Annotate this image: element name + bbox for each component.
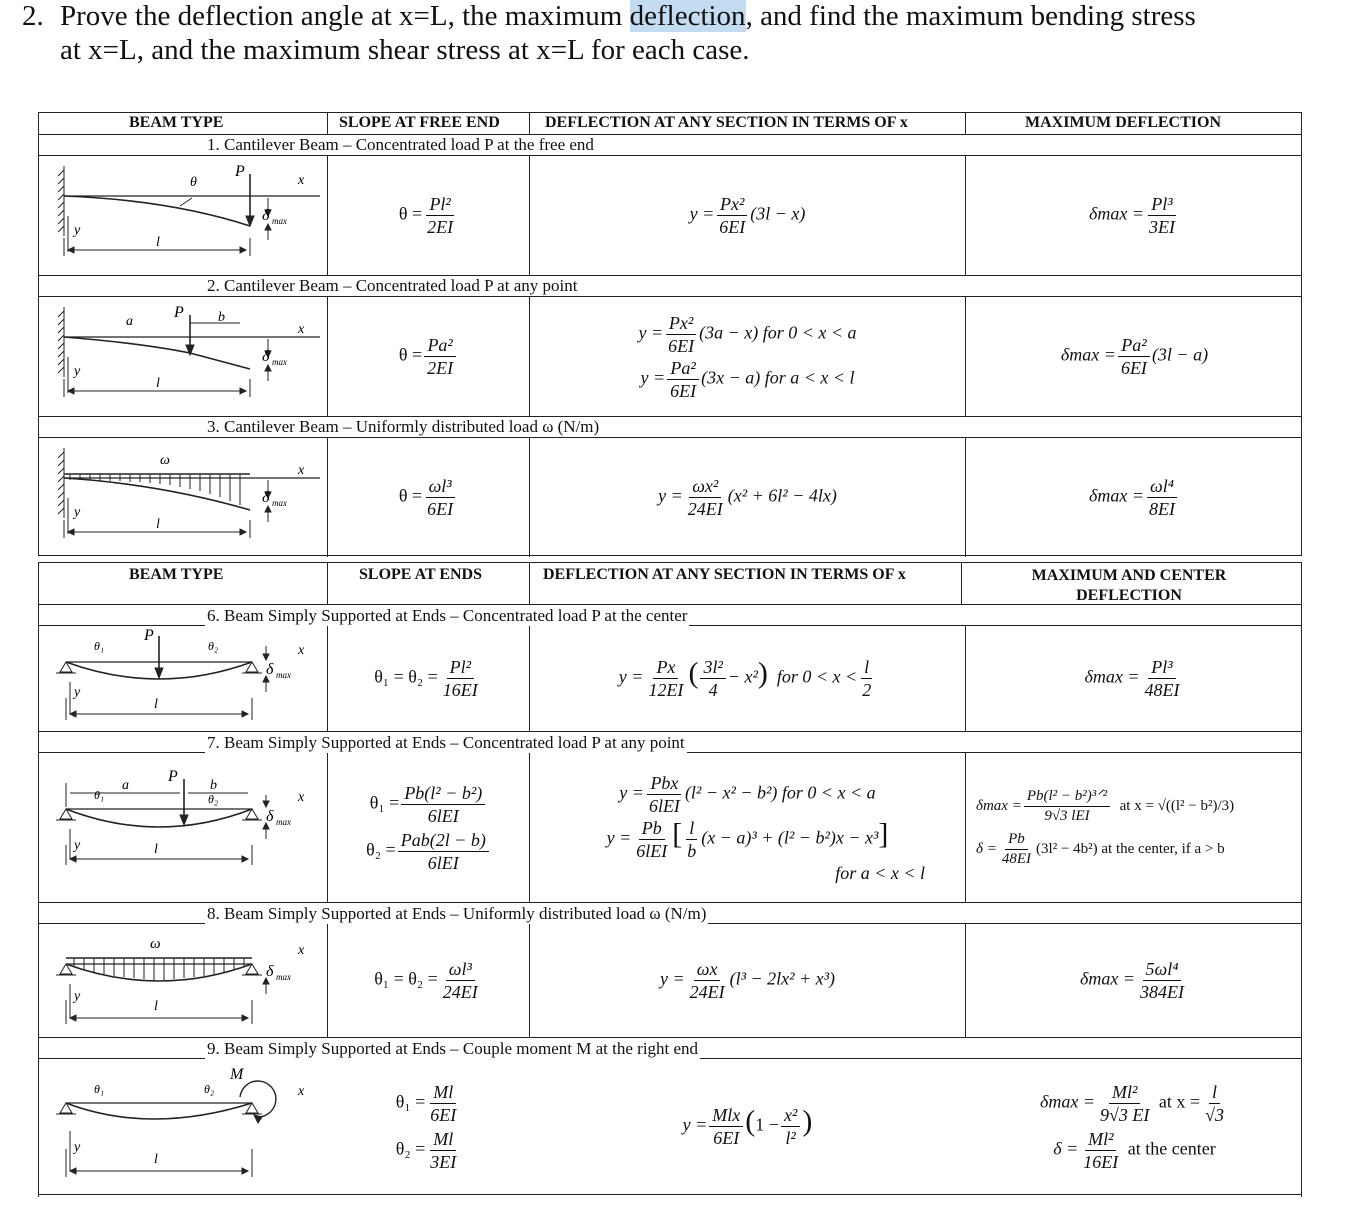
header-deflection: DEFLECTION AT ANY SECTION IN TERMS OF x [545, 114, 908, 131]
svg-text:l: l [154, 842, 158, 857]
svg-text:y: y [74, 989, 81, 1004]
svg-text:ω: ω [150, 936, 161, 952]
svg-text:y: y [74, 685, 81, 700]
slope-formula: θ = $\frac{\text{ωl³}}{6EI}$ [398, 476, 454, 519]
svg-text:l: l [154, 1152, 158, 1167]
case-title: 2. Cantilever Beam – Concentrated load P at any point [207, 276, 578, 295]
beam-diagram-cantilever-distributed-load [40, 438, 326, 557]
beam-diagram-simple-center-load [40, 626, 326, 731]
deflection-formula: y = $\frac{\text{Pbx}}{\text{6lEI}}$ (l² − x² − b²) for 0 < x < a y = $\frac{Pb}{\text{6lEI}}$ [ $\frac{l}{b}$ (x − a)³ + (l² − b²)x − x³] for a < x < l [606, 772, 925, 883]
svg-text:θ₂: θ₂ [204, 1082, 215, 1096]
svg-text:y: y [74, 838, 81, 853]
divider [327, 113, 328, 134]
case-title: 1. Cantilever Beam – Concentrated load P at the free end [207, 135, 594, 154]
svg-text:ω: ω [160, 453, 170, 468]
divider [39, 1194, 1301, 1195]
divider [961, 563, 962, 604]
beam-diagram-simple-end-moment [40, 1059, 326, 1194]
svg-text:max: max [276, 817, 291, 827]
svg-text:y: y [74, 223, 81, 238]
svg-text:l: l [154, 999, 158, 1014]
divider [39, 902, 1301, 903]
svg-text:δ: δ [262, 489, 270, 506]
deflection-formula: y = $\frac{\text{Mlx}}{6EI}$ (1 − $\frac{\text{x²}}{\text{l²}}$ ) [682, 1104, 813, 1148]
case-title: 3. Cantilever Beam – Uniformly distributed load ω (N/m) [207, 417, 600, 436]
max-deflection-formula: δmax = $\frac{\text{ωl⁴}}{8EI}$ [1088, 476, 1175, 519]
svg-text:x: x [298, 463, 305, 478]
svg-text:P: P [144, 627, 154, 644]
header-max-center-deflection: MAXIMUM AND CENTER DEFLECTION [1031, 567, 1227, 604]
svg-text:max: max [272, 216, 287, 226]
case-title: 8. Beam Simply Supported at Ends – Uniformly distributed load ω (N/m) [207, 904, 707, 923]
max-deflection-formula: δmax = $\frac{\text{Pl³}}{48EI}$ [1084, 657, 1180, 700]
svg-text:y: y [74, 1140, 81, 1155]
svg-text:θ₁: θ₁ [94, 1082, 105, 1096]
slope-formula: θ₁ = $\frac{Ml}{6EI}$ θ₂ = $\frac{Ml}{3EI}$ [395, 1081, 457, 1172]
svg-text:x: x [298, 943, 305, 958]
beam-diagram-simple-distributed-load [40, 924, 326, 1037]
wall-hatch [58, 170, 64, 232]
svg-text:l: l [156, 235, 160, 250]
svg-text:θ₂: θ₂ [208, 792, 219, 806]
beam-diagram-simple-point-load [40, 753, 326, 902]
svg-text:θ: θ [190, 175, 197, 190]
svg-text:δ: δ [266, 661, 274, 678]
svg-text:P: P [168, 768, 178, 785]
deflection-formula: y = $\frac{\text{Px²}}{6EI}$ (3a − x) for 0 < x < a y = $\frac{\text{Pa²}}{6EI}$ (3x − a) for a < x < l [638, 312, 857, 401]
svg-text:max: max [276, 972, 291, 982]
svg-text:l: l [156, 376, 160, 391]
question-line-1: Prove the deflection angle at x=L, the maximum deflection, and find the maximum bending stress [60, 0, 1196, 32]
slope-formula: θ = $\frac{\text{Pl²}}{2EI}$ [398, 194, 454, 237]
beam-diagram-cantilever-point-load [40, 297, 326, 416]
svg-text:δ: δ [262, 348, 270, 365]
svg-text:P: P [174, 304, 184, 321]
header-deflection: DEFLECTION AT ANY SECTION IN TERMS OF x [543, 566, 906, 583]
header-beam-type: BEAM TYPE [129, 114, 224, 131]
divider [39, 731, 1301, 732]
max-deflection-formula: δmax = $\frac{\text{Pb(l² − b²)³ᐟ²}}{\text{9√3 lEI}}$ at x = √((l² − b²)/3) δ = $\frac{Pb}{48EI}$ (3l² − 4b²) at the center, if a > b [976, 787, 1235, 867]
svg-text:a: a [126, 314, 133, 329]
svg-text:δ: δ [266, 963, 274, 980]
slope-formula: θ₁ = θ₂ = $\frac{\text{ωl³}}{24EI}$ [374, 959, 478, 1002]
svg-text:x: x [298, 1084, 305, 1099]
case-title: 7. Beam Simply Supported at Ends – Concentrated load P at any point [207, 733, 685, 752]
svg-text:δ: δ [266, 808, 274, 825]
header-slope: SLOPE AT FREE END [339, 114, 500, 131]
svg-text:l: l [154, 697, 158, 712]
slope-formula: θ₁ = $\frac{\text{Pb(l² − b²)}}{\text{6lEI}}$ θ₂ = $\frac{\text{Pab(2l − b)}}{\text{6lEI}}$ [328, 753, 529, 902]
svg-text:b: b [210, 778, 217, 793]
simply-supported-table [38, 562, 1302, 1197]
svg-text:M: M [230, 1066, 244, 1083]
case-title: 9. Beam Simply Supported at Ends – Couple moment M at the right end [207, 1039, 699, 1058]
header-max-deflection: MAXIMUM DEFLECTION [1025, 114, 1221, 131]
svg-text:max: max [272, 357, 287, 367]
max-deflection-formula: δmax = $\frac{\text{Pa²}}{6EI}$ (3l − a) [1060, 335, 1209, 378]
beam-diagram-cantilever-end-load [40, 156, 326, 275]
svg-text:θ₂: θ₂ [208, 639, 219, 653]
svg-text:max: max [276, 670, 291, 680]
max-deflection-formula: δmax = $\frac{\text{Ml²}}{9√3 EI}$ at x = $\frac{l}{√3}$ δ = $\frac{\text{Ml²}}{16EI}$ at the center [1040, 1081, 1224, 1172]
svg-text:y: y [74, 505, 81, 520]
divider [327, 563, 328, 604]
svg-text:l: l [156, 517, 160, 532]
label-P: P [235, 163, 245, 180]
max-deflection-formula: δmax = $\frac{\text{Pl³}}{3EI}$ [1088, 194, 1175, 237]
svg-text:b: b [218, 310, 225, 325]
svg-text:x: x [298, 790, 305, 805]
divider [965, 113, 966, 134]
divider [39, 1037, 1301, 1038]
question-number: 2. [22, 0, 44, 32]
svg-text:y: y [74, 364, 81, 379]
svg-text:x: x [298, 643, 305, 658]
deflection-formula: y = $\frac{\text{ωx²}}{24EI}$ (x² + 6l² − 4lx) [658, 476, 837, 519]
svg-text:δ: δ [262, 207, 270, 224]
cantilever-table [38, 112, 1302, 556]
divider [529, 113, 530, 134]
header-slope: SLOPE AT ENDS [359, 566, 483, 583]
svg-text:θ₁: θ₁ [94, 639, 105, 653]
highlighted-word[interactable]: deflection [629, 0, 746, 32]
deflection-formula: y = $\frac{Px}{12EI}$ ( $\frac{\text{3l²}}{4}$ − x²) for 0 < x < $\frac{l}{2}$ [618, 656, 872, 700]
svg-text:x: x [298, 173, 305, 188]
max-deflection-formula: δmax = $\frac{\text{5ωl⁴}}{384EI}$ [1079, 959, 1184, 1002]
svg-text:a: a [122, 778, 129, 793]
distributed-load-arrows [74, 958, 244, 980]
deflection-formula: y = $\frac{\omega x}{24EI}$ (l³ − 2lx² + x³) [659, 959, 836, 1002]
header-beam-type: BEAM TYPE [129, 566, 224, 583]
svg-text:x: x [298, 322, 305, 337]
slope-formula: θ₁ = θ₂ = $\frac{\text{Pl²}}{16EI}$ [374, 657, 478, 700]
question-line-2: at x=L, and the maximum shear stress at x=L for each case. [60, 34, 750, 66]
slope-formula: θ = $\frac{\text{Pa²}}{2EI}$ [328, 297, 529, 416]
divider [529, 563, 530, 604]
deflection-formula: y = $\frac{\text{Px²}}{6EI}$ (3l − x) [689, 194, 806, 237]
svg-text:θ₁: θ₁ [94, 788, 105, 802]
case-title: 6. Beam Simply Supported at Ends – Concentrated load P at the center [207, 606, 688, 625]
svg-text:max: max [272, 498, 287, 508]
